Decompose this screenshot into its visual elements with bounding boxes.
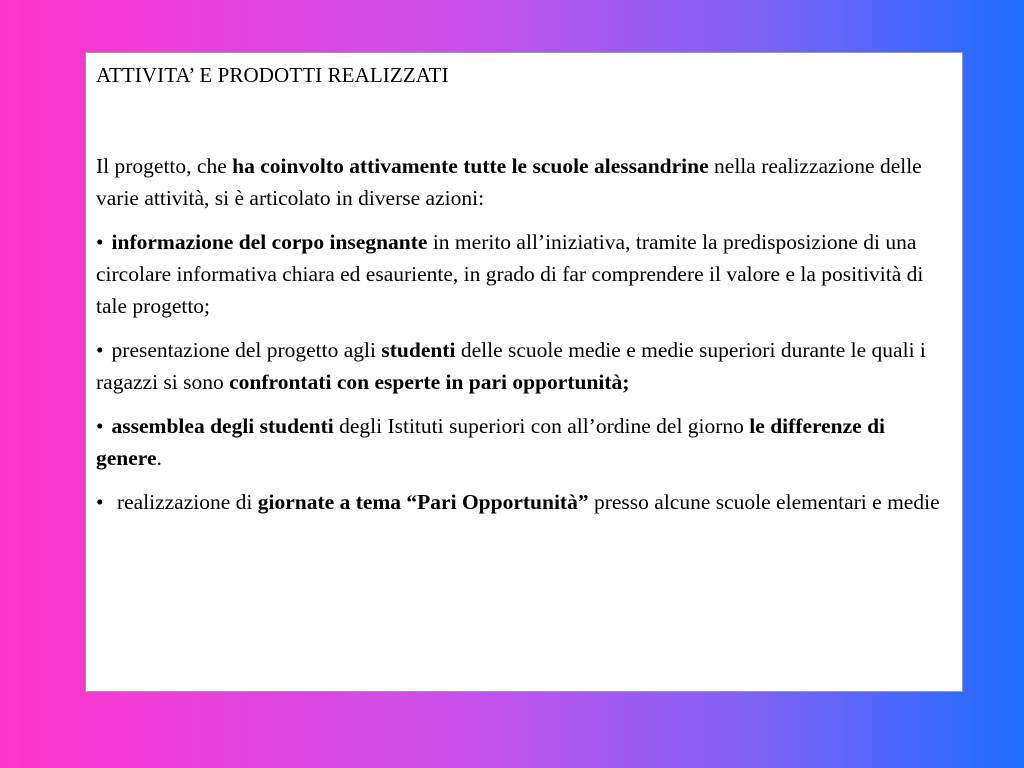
bullet-3-bold-2: le differenze di genere [96,414,886,470]
bullet-item-4 [96,486,952,518]
bullet-3-text-2: . [156,446,162,470]
bullet-item-3 [96,410,952,474]
bullet-icon: • [96,414,104,438]
bullet-4-text-2: presso alcune scuole elementari e medie [588,490,940,514]
bullet-icon: • [96,230,104,254]
bullet-2-text-2: delle scuole medie e medie superiori durante le quali i ragazzi si sono [96,338,926,394]
bullet-item-2 [96,334,952,398]
bullet-3-text-1: degli Istituti superiori con all’ordine del giorno [333,414,750,438]
bullet-4-text-1: realizzazione di [111,490,258,514]
title-spacer [96,89,952,150]
bullet-4-bold-1: giornate a tema “Pari Opportunità” [257,490,589,514]
bullet-2-bold-1: studenti [381,338,456,362]
bullet-3-bold-1: assemblea degli studenti [111,414,334,438]
bullet-1-text-1: in merito all’iniziativa, tramite la predisposizione di una circolare informativa chiara ed esauriente, in grado di far comprendere il valore e la positività di tale progetto; [96,230,924,318]
bullet-item-1 [96,226,952,322]
bullet-icon: • [96,490,104,514]
slide-content-box [85,52,963,692]
bullet-icon: • [96,338,104,362]
intro-paragraph [96,150,952,214]
slide-title: ATTIVITA’ E PRODOTTI REALIZZATI [96,63,449,87]
intro-text-2: nella realizzazione delle varie attività, si è articolato in diverse azioni: [96,154,922,210]
bullet-2-bold-2: confrontati con esperte in pari opportunità; [229,370,630,394]
intro-bold-1: ha coinvolto attivamente tutte le scuole alessandrine [232,154,709,178]
bullet-1-bold-1: informazione del corpo insegnante [111,230,428,254]
bullet-2-text-1: presentazione del progetto agli [111,338,382,362]
intro-text-1: Il progetto, che [96,154,233,178]
